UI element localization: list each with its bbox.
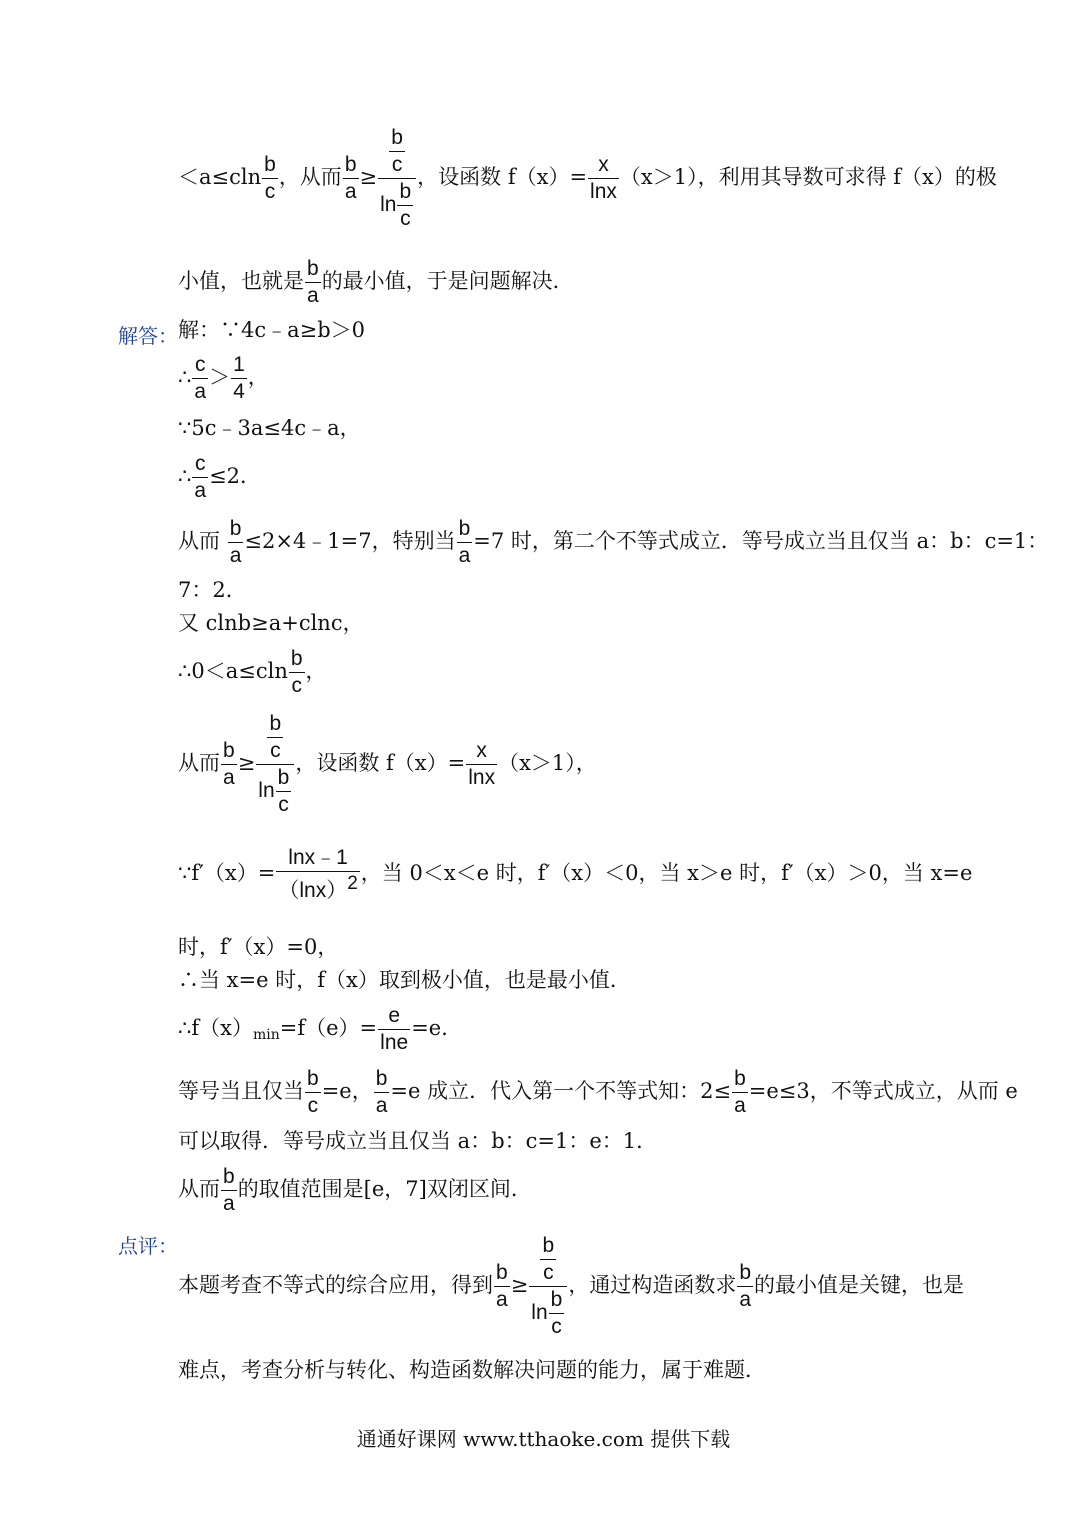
text: 本题考查不等式的综合应用，得到	[178, 1273, 493, 1298]
text: ，设函数 f（x）=	[417, 165, 588, 190]
text: 的取值范围是[e，7]双闭区间．	[237, 1177, 532, 1202]
text: 小值，也就是	[178, 269, 304, 294]
den: a	[307, 284, 319, 308]
den: a	[223, 766, 235, 790]
answer-header: 解答：	[118, 324, 178, 348]
text: =e 成立．代入第一个不等式知：2≤	[390, 1079, 732, 1104]
exponent: 2	[347, 873, 358, 895]
fraction-b-over-a	[305, 258, 321, 307]
answer-step-2	[178, 354, 269, 403]
num: b	[374, 1068, 390, 1093]
fraction-complex	[256, 713, 294, 816]
analysis-line-2	[178, 258, 574, 307]
answer-step-5	[178, 518, 1048, 567]
answer-step-9	[178, 713, 597, 816]
comment-line-1	[178, 1235, 964, 1338]
text: ，	[305, 659, 327, 684]
answer-step-14	[178, 1068, 1018, 1117]
answer-step-1: 解：∵4c﹣a≥b＞0	[178, 318, 366, 342]
den: a	[734, 1094, 746, 1118]
fraction-c-over-a	[192, 354, 208, 403]
fraction-b-over-c	[262, 154, 278, 203]
fraction-b-over-a	[343, 154, 359, 203]
text: ≥	[237, 751, 256, 776]
fraction-1-over-4	[231, 354, 247, 403]
answer-step-11: 时，f′（x）=0，	[178, 935, 339, 959]
text: ，	[247, 365, 269, 390]
answer-step-10	[178, 847, 972, 902]
num: b	[305, 1068, 321, 1093]
num: b	[221, 740, 237, 765]
den: c	[278, 793, 289, 817]
den: a	[223, 1192, 235, 1216]
num: b	[457, 518, 473, 543]
den: c	[400, 207, 411, 231]
text: ＜a≤cln	[178, 165, 262, 190]
den: lnx	[590, 180, 617, 204]
fraction-b-over-c	[389, 127, 405, 176]
fraction-b-over-a	[457, 518, 473, 567]
text: （x＞1），利用其导数可求得 f（x）的极	[619, 165, 997, 190]
text: 的最小值，于是问题解决．	[321, 269, 574, 294]
fraction-b-over-c	[276, 767, 292, 816]
answer-step-13	[178, 1005, 462, 1054]
den-text: （lnx）	[278, 879, 348, 903]
text: 从而	[178, 529, 227, 554]
fraction-c-over-a	[192, 453, 208, 502]
text: =e≤3，不等式成立，从而 e	[748, 1079, 1018, 1104]
text: ，设函数 f（x）=	[295, 751, 466, 776]
fraction-x-over-lnx	[588, 154, 619, 203]
fraction-b-over-c	[289, 648, 305, 697]
fraction-b-over-a	[732, 1068, 748, 1117]
den: c	[291, 674, 302, 698]
text: ∴	[178, 464, 192, 489]
fraction-b-over-a	[228, 518, 244, 567]
fraction-b-over-a	[374, 1068, 390, 1117]
num: b	[732, 1068, 748, 1093]
num: lnx﹣1	[276, 847, 359, 872]
subscript: min	[252, 1027, 280, 1044]
text: ∴	[178, 365, 192, 390]
text: ∵f′（x）=	[178, 861, 276, 886]
ln-text: ln	[531, 1301, 548, 1325]
num: b	[228, 518, 244, 543]
text: ＞	[209, 365, 231, 390]
num: b	[289, 648, 305, 673]
answer-step-6: 7：2．	[178, 578, 247, 602]
fraction-b-over-a	[494, 1262, 510, 1311]
text: =f（e）=	[279, 1016, 378, 1041]
answer-step-16	[178, 1166, 532, 1215]
text: ≥	[510, 1273, 529, 1298]
text: 等号当且仅当	[178, 1079, 304, 1104]
num: b	[221, 1166, 237, 1191]
answer-step-4	[178, 453, 261, 502]
num: b	[276, 767, 292, 792]
text: （x＞1），	[498, 751, 597, 776]
den: 4	[233, 380, 245, 404]
text: ≥	[359, 165, 378, 190]
num: e	[378, 1005, 410, 1030]
text: ∴0＜a≤cln	[178, 659, 288, 684]
den: lnx	[468, 766, 496, 790]
den: a	[344, 180, 357, 204]
den: a	[375, 1094, 388, 1118]
text: 的最小值是关键，也是	[754, 1273, 965, 1298]
answer-step-8	[178, 648, 327, 697]
answer-step-12: ∴当 x=e 时，f（x）取到极小值，也是最小值．	[178, 968, 631, 992]
fraction-b-over-c	[397, 181, 413, 230]
fraction-b-over-c	[305, 1068, 321, 1117]
text: =7 时，第二个不等式成立．等号成立当且仅当 a：b：c=1：	[473, 529, 1049, 554]
den: lne	[380, 1031, 409, 1055]
comment-header: 点评：	[118, 1234, 178, 1258]
fraction-e-over-lne	[378, 1005, 410, 1054]
num: 1	[231, 354, 247, 379]
fraction-x-over-lnx	[466, 740, 497, 789]
text: 从而	[178, 751, 220, 776]
den: c	[264, 180, 276, 204]
num: b	[737, 1262, 753, 1287]
den: c	[270, 739, 281, 763]
num: x	[466, 740, 497, 765]
fraction-derivative	[276, 847, 359, 902]
den: c	[543, 1261, 554, 1285]
num: b	[494, 1262, 510, 1287]
fraction-b-over-a	[221, 740, 237, 789]
text: ，从而	[278, 165, 342, 190]
fraction-b-over-c	[267, 713, 283, 762]
den: a	[458, 544, 471, 568]
num: c	[192, 354, 208, 379]
num: b	[389, 127, 405, 152]
num: b	[305, 258, 321, 283]
text: ≤2．	[209, 464, 262, 489]
den: a	[229, 544, 242, 568]
fraction-b-over-c	[540, 1235, 556, 1284]
text: 从而	[178, 1177, 220, 1202]
den: c	[551, 1315, 562, 1339]
den: c	[391, 153, 403, 177]
num: b	[397, 181, 413, 206]
num: b	[540, 1235, 556, 1260]
num: b	[267, 713, 283, 738]
ln-text: ln	[380, 193, 397, 217]
text: =e．	[411, 1016, 463, 1041]
num: c	[192, 453, 208, 478]
fraction-b-over-a	[221, 1166, 237, 1215]
fraction-complex	[529, 1235, 567, 1338]
text: ，通过构造函数求	[568, 1273, 737, 1298]
text: ∴f（x）	[178, 1016, 253, 1041]
fraction-b-over-c	[549, 1289, 565, 1338]
den: a	[194, 479, 207, 503]
answer-step-15: 可以取得．等号成立当且仅当 a：b：c=1：e：1．	[178, 1129, 658, 1153]
den: a	[739, 1288, 752, 1312]
num: x	[588, 154, 619, 179]
text: ，当 0＜x＜e 时，f′（x）＜0，当 x＞e 时，f′（x）＞0，当 x=e	[360, 861, 973, 886]
den: a	[194, 380, 207, 404]
fraction-b-over-a	[737, 1262, 753, 1311]
den: c	[307, 1094, 319, 1118]
answer-step-7: 又 clnb≥a+clnc，	[178, 611, 364, 635]
den: a	[496, 1288, 508, 1312]
num: b	[262, 154, 278, 179]
num: b	[343, 154, 359, 179]
analysis-line-1	[178, 127, 997, 230]
answer-step-3: ∵5c﹣3a≤4c﹣a，	[178, 416, 361, 440]
ln-text: ln	[258, 779, 275, 803]
text: ≤2×4﹣1=7，特别当	[244, 529, 456, 554]
footer-text: 通通好课网 www.tthaoke.com 提供下载	[356, 1427, 731, 1451]
fraction-complex	[378, 127, 416, 230]
num: b	[549, 1289, 565, 1314]
comment-line-2: 难点，考查分析与转化、构造函数解决问题的能力，属于难题．	[178, 1358, 766, 1382]
text: =e，	[321, 1079, 373, 1104]
